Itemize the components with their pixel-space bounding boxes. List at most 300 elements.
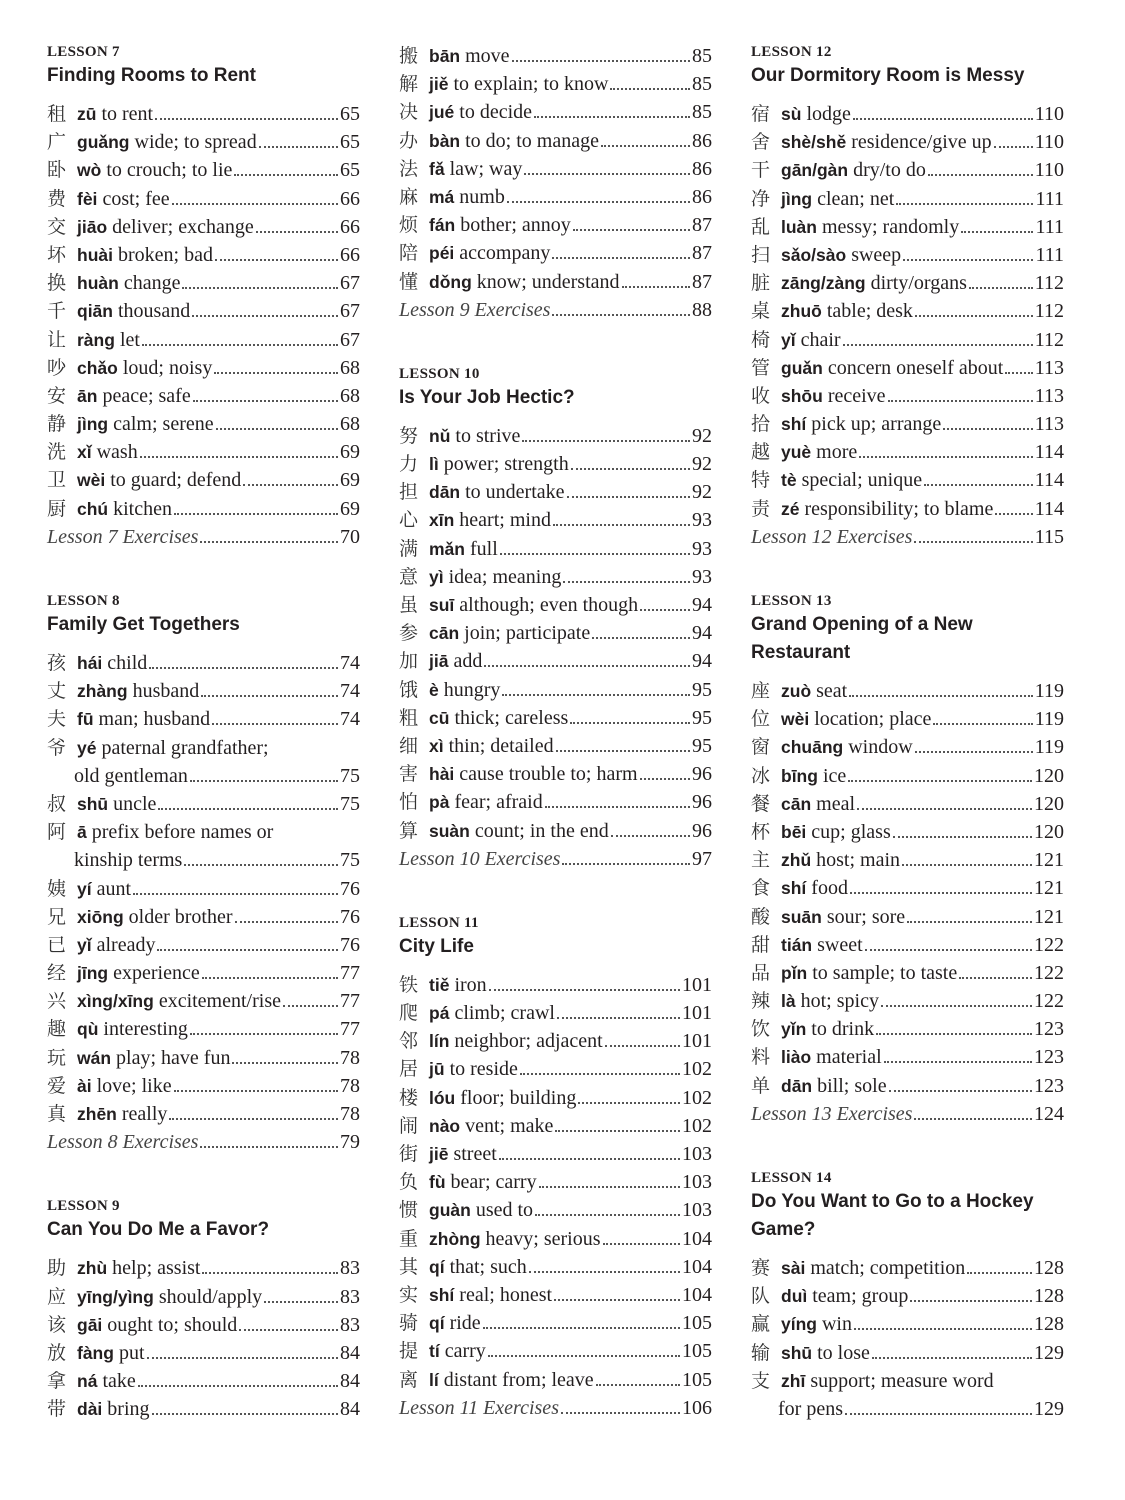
pinyin: bīng	[781, 765, 818, 786]
page-number: 78	[340, 1046, 360, 1069]
pinyin: dān	[781, 1075, 813, 1096]
page-number: 86	[692, 185, 712, 208]
index-entry	[47, 241, 360, 269]
dot-leader	[884, 1060, 1032, 1063]
index-entry	[47, 1367, 360, 1395]
lesson-number: LESSON 7	[47, 44, 120, 60]
index-entry	[751, 100, 1064, 128]
dot-leader	[933, 722, 1032, 725]
definition: should/apply	[158, 1285, 263, 1308]
lesson-section	[47, 1196, 360, 1423]
index-entry	[751, 1015, 1064, 1043]
hanzi: 麻	[399, 185, 419, 208]
definition: uncle	[113, 792, 157, 815]
hanzi: 费	[47, 187, 67, 210]
dot-leader	[640, 777, 690, 780]
definition: to reside	[449, 1058, 518, 1081]
dot-leader	[190, 779, 338, 782]
dot-leader	[914, 1117, 1032, 1120]
page-number: 96	[692, 763, 712, 786]
dot-leader	[995, 512, 1032, 515]
page-number: 87	[692, 214, 712, 237]
dot-leader	[849, 694, 1033, 697]
exercises-label: Lesson 9 Exercises	[399, 298, 551, 321]
dot-leader	[854, 1327, 1032, 1330]
hanzi: 居	[399, 1058, 419, 1081]
index-entry	[399, 676, 712, 704]
dot-leader	[994, 145, 1033, 148]
pinyin: jìng	[781, 188, 813, 209]
pinyin: tí	[429, 1341, 440, 1362]
page-number: 78	[340, 1103, 360, 1125]
pinyin: yǐn	[781, 1019, 807, 1040]
pinyin: dǒng	[429, 271, 472, 292]
pinyin: lì	[429, 454, 439, 475]
page-number: 112	[1034, 328, 1064, 351]
hanzi: 单	[751, 1074, 771, 1097]
pinyin: ài	[77, 1075, 92, 1096]
hanzi: 桌	[751, 300, 771, 323]
exercises-entry	[47, 523, 360, 551]
exercises-label: Lesson 7 Exercises	[47, 525, 199, 548]
pinyin: shè/shě	[781, 132, 847, 153]
hanzi: 厨	[47, 497, 67, 520]
hanzi: 酸	[751, 905, 771, 928]
definition: wide; to spread	[134, 131, 257, 154]
index-entry	[399, 1225, 712, 1253]
dot-leader	[500, 552, 690, 555]
pinyin: dài	[77, 1399, 103, 1420]
page-number: 102	[682, 1058, 712, 1081]
pinyin: huài	[77, 244, 113, 265]
definition: sweet	[817, 933, 863, 956]
page-number: 113	[1034, 384, 1064, 407]
hanzi: 实	[399, 1283, 419, 1306]
pinyin: sù	[781, 104, 802, 124]
definition: street	[453, 1143, 497, 1165]
pinyin: qiān	[77, 301, 113, 322]
dot-leader	[216, 427, 338, 430]
hanzi: 烦	[399, 214, 419, 237]
index-entry	[751, 438, 1064, 466]
dot-leader	[174, 512, 338, 515]
pinyin: yīng/yìng	[77, 1286, 154, 1307]
page-number: 95	[692, 734, 712, 757]
dot-leader	[915, 314, 1033, 317]
page-number: 76	[340, 933, 360, 956]
pinyin: jiē	[429, 1144, 449, 1164]
dot-leader	[507, 200, 690, 203]
definition: neighbor; adjacent	[454, 1030, 603, 1053]
definition: iron	[454, 973, 487, 996]
definition: change	[123, 272, 181, 295]
page-number: 66	[340, 187, 360, 210]
hanzi: 窗	[751, 736, 771, 759]
pinyin: shí	[781, 878, 807, 899]
index-entry	[751, 874, 1064, 902]
index-entry	[751, 931, 1064, 959]
index-entry	[751, 326, 1064, 354]
definition: to do; to manage	[465, 129, 599, 152]
hanzi: 兄	[47, 905, 67, 928]
lesson-title	[47, 1216, 360, 1244]
index-entry	[751, 790, 1064, 818]
index-entry	[399, 535, 712, 563]
index-entry	[47, 705, 360, 733]
index-entry	[751, 903, 1064, 931]
pinyin: shí	[429, 1284, 455, 1305]
pinyin: pá	[429, 1003, 450, 1024]
index-entry	[751, 241, 1064, 269]
lesson-title-line: Game?	[751, 1219, 816, 1240]
page-number: 67	[340, 272, 360, 295]
hanzi: 支	[751, 1369, 771, 1392]
page-number: 75	[340, 849, 360, 872]
definition: ought to; should	[107, 1313, 238, 1336]
index-entry	[751, 1310, 1064, 1338]
pinyin: bān	[429, 46, 461, 66]
lesson-number: LESSON 10	[399, 365, 480, 382]
definition: match; competition	[810, 1257, 966, 1279]
index-entry	[399, 1140, 712, 1168]
definition: to drink	[811, 1018, 875, 1041]
index-entry	[399, 971, 712, 999]
hanzi: 惯	[399, 1199, 419, 1222]
page-number: 93	[692, 537, 712, 560]
definition: add	[453, 650, 483, 673]
page-number: 128	[1034, 1257, 1064, 1279]
definition: play; have fun	[116, 1046, 231, 1069]
dot-leader	[553, 523, 690, 526]
page-number: 70	[340, 525, 360, 548]
index-entry	[399, 647, 712, 675]
dot-leader	[259, 145, 338, 148]
page-number: 92	[692, 481, 712, 504]
index-entry	[399, 817, 712, 845]
index-entry	[751, 1072, 1064, 1100]
hanzi: 心	[399, 509, 419, 532]
page-number: 111	[1035, 215, 1064, 238]
dot-leader	[552, 256, 690, 259]
definition: full	[469, 537, 498, 560]
pinyin: jū	[429, 1059, 445, 1080]
definition: team; group	[812, 1285, 909, 1308]
dot-leader	[202, 1271, 338, 1274]
definition: law; way	[449, 157, 523, 180]
pinyin: yíng	[781, 1314, 817, 1335]
dot-leader	[522, 439, 690, 442]
hanzi: 已	[47, 933, 67, 956]
hanzi: 卫	[47, 469, 67, 492]
hanzi: 静	[47, 413, 67, 436]
hanzi: 解	[399, 73, 419, 96]
hanzi: 街	[399, 1143, 419, 1165]
hanzi: 经	[47, 962, 67, 985]
hanzi: 拿	[47, 1370, 67, 1393]
index-entry	[751, 1367, 1064, 1395]
pinyin: liào	[781, 1047, 812, 1068]
definition: paternal grandfather;	[101, 736, 269, 759]
exercises-entry	[751, 1100, 1064, 1128]
definition: that; such	[449, 1255, 527, 1278]
pinyin: zhī	[781, 1370, 806, 1391]
pinyin: cān	[429, 623, 460, 644]
index-entry	[47, 269, 360, 297]
lesson-title	[399, 384, 712, 412]
dot-leader	[610, 87, 690, 90]
definition: to lose	[817, 1341, 870, 1364]
index-entry	[399, 760, 712, 788]
index-entry	[47, 1283, 360, 1311]
page-number: 88	[692, 298, 712, 321]
index-entry	[399, 1309, 712, 1337]
hanzi: 粗	[399, 706, 419, 729]
page-number: 76	[340, 905, 360, 928]
index-entry	[751, 733, 1064, 761]
hanzi: 饿	[399, 678, 419, 701]
index-entry	[47, 326, 360, 354]
page-number: 110	[1034, 103, 1064, 125]
page-number: 105	[682, 1312, 712, 1335]
page-number: 110	[1034, 159, 1064, 182]
index-entry	[399, 478, 712, 506]
dot-leader	[155, 117, 338, 120]
index-entry	[47, 790, 360, 818]
dot-leader	[142, 343, 338, 346]
pinyin: wèi	[77, 470, 106, 491]
dot-leader	[520, 1072, 680, 1075]
hanzi: 算	[399, 819, 419, 842]
page-number: 97	[692, 847, 712, 870]
page-number: 86	[692, 129, 712, 152]
definition: vent; make	[465, 1114, 554, 1137]
page-number: 83	[340, 1257, 360, 1280]
index-entry	[399, 591, 712, 619]
index-entry	[47, 128, 360, 156]
index-entry	[47, 1072, 360, 1100]
exercises-label: Lesson 10 Exercises	[399, 847, 561, 870]
pinyin: yé	[77, 737, 97, 758]
pinyin: qù	[77, 1019, 99, 1040]
dot-leader	[605, 1044, 680, 1047]
page-number: 111	[1035, 187, 1064, 210]
dot-leader	[928, 173, 1033, 176]
pinyin: qí	[429, 1256, 445, 1277]
page-number: 93	[692, 565, 712, 588]
definition: excitement/rise	[158, 990, 281, 1013]
definition: carry	[444, 1340, 486, 1363]
hanzi: 吵	[47, 356, 67, 379]
dot-leader	[562, 862, 690, 865]
pinyin: fàng	[77, 1342, 114, 1363]
page-number: 128	[1034, 1285, 1064, 1308]
lesson-section	[751, 591, 1064, 1128]
hanzi: 阿	[47, 821, 67, 844]
column-1	[47, 0, 360, 1464]
hanzi: 兴	[47, 990, 67, 1013]
dot-leader	[190, 1032, 338, 1035]
definition: ride	[449, 1312, 481, 1335]
definition: location; place	[814, 708, 932, 731]
definition: move	[465, 45, 510, 67]
page-number: 69	[340, 469, 360, 492]
page-number: 129	[1034, 1397, 1064, 1420]
pinyin: yí	[77, 878, 92, 899]
definition: seat	[816, 680, 848, 702]
pinyin: bàn	[429, 130, 461, 151]
page-number: 69	[340, 441, 360, 464]
exercises-label: Lesson 13 Exercises	[751, 1102, 913, 1125]
index-entry	[47, 495, 360, 523]
index-entry	[399, 211, 712, 239]
hanzi: 铁	[399, 973, 419, 996]
page-number: 92	[692, 424, 712, 447]
hanzi: 丈	[47, 680, 67, 703]
pinyin: hái	[77, 653, 103, 673]
index-entry	[751, 495, 1064, 523]
page-number: 92	[692, 453, 712, 476]
dot-leader	[555, 1129, 680, 1132]
dot-leader	[529, 1270, 680, 1273]
page-number: 121	[1034, 849, 1064, 872]
definition: responsibility; to blame	[804, 497, 994, 520]
index-entry	[399, 42, 712, 70]
hanzi: 决	[399, 101, 419, 124]
lesson-number: LESSON 8	[47, 593, 120, 609]
pinyin: chǎo	[77, 357, 118, 378]
hanzi: 爬	[399, 1002, 419, 1025]
dot-leader	[857, 807, 1032, 810]
dot-leader	[969, 286, 1033, 289]
page-number: 96	[692, 819, 712, 842]
lesson-number: LESSON 14	[751, 1170, 832, 1186]
hanzi: 真	[47, 1103, 67, 1125]
page-number: 85	[692, 73, 712, 96]
definition: distant from; leave	[443, 1368, 594, 1391]
hanzi: 脏	[751, 272, 771, 295]
definition: support; measure word	[810, 1369, 994, 1392]
page-number: 102	[682, 1114, 712, 1137]
dot-leader	[214, 371, 338, 374]
page-number: 120	[1034, 792, 1064, 815]
pinyin: shōu	[781, 385, 823, 406]
hanzi: 卧	[47, 159, 67, 182]
index-entry	[47, 100, 360, 128]
dot-leader	[571, 467, 690, 470]
definition: interesting	[103, 1018, 188, 1041]
dot-leader	[138, 1384, 338, 1387]
definition: to rent	[101, 103, 154, 125]
page-number: 66	[340, 243, 360, 266]
dot-leader	[910, 1299, 1032, 1302]
page-number: 76	[340, 877, 360, 900]
pinyin: má	[429, 186, 455, 207]
lesson-section	[751, 1168, 1064, 1423]
page-number: 101	[682, 1002, 712, 1025]
hanzi: 责	[751, 497, 771, 520]
hanzi: 法	[399, 157, 419, 180]
page-number: 103	[682, 1199, 712, 1222]
page-number: 87	[692, 242, 712, 265]
hanzi: 广	[47, 131, 67, 154]
definition: floor; building	[460, 1086, 577, 1109]
pinyin: shí	[781, 414, 807, 435]
page-number: 123	[1034, 1018, 1064, 1041]
page-number: 122	[1034, 933, 1064, 956]
pinyin: è	[429, 679, 439, 700]
pinyin: zuò	[781, 681, 812, 701]
lesson-title	[47, 62, 360, 90]
page-number: 106	[682, 1396, 712, 1419]
hanzi: 放	[47, 1341, 67, 1364]
definition: win	[821, 1313, 852, 1336]
hanzi: 邻	[399, 1030, 419, 1053]
dot-leader	[876, 1032, 1032, 1035]
hanzi: 椅	[751, 328, 771, 351]
index-entry	[47, 987, 360, 1015]
dot-leader	[235, 920, 338, 923]
hanzi: 千	[47, 300, 67, 323]
definition: hot; spicy	[800, 990, 879, 1013]
pinyin: yǐ	[781, 329, 796, 350]
hanzi: 输	[751, 1341, 771, 1364]
page-number: 112	[1034, 300, 1064, 323]
dot-leader	[158, 807, 338, 810]
index-entry	[751, 762, 1064, 790]
page-number: 103	[682, 1171, 712, 1194]
hanzi: 特	[751, 469, 771, 492]
pinyin: fù	[429, 1172, 446, 1193]
pinyin: zhuō	[781, 301, 822, 322]
index-entry	[751, 466, 1064, 494]
pinyin: gān/gàn	[781, 160, 849, 181]
lesson-section	[399, 364, 712, 873]
hanzi: 夫	[47, 708, 67, 731]
dot-leader	[914, 540, 1032, 543]
dot-leader	[149, 666, 338, 669]
hanzi: 交	[47, 215, 67, 238]
pinyin: luàn	[781, 216, 817, 237]
definition: kitchen	[113, 497, 172, 520]
hanzi: 懂	[399, 270, 419, 293]
definition: chair	[800, 328, 841, 351]
dot-leader	[512, 59, 690, 62]
pinyin: zhàng	[77, 681, 128, 702]
hanzi: 收	[751, 384, 771, 407]
index-entry	[399, 422, 712, 450]
pinyin: zāng/zàng	[781, 273, 866, 294]
dot-leader	[243, 483, 338, 486]
page-number: 74	[340, 708, 360, 731]
hanzi: 坏	[47, 243, 67, 266]
index-entry	[751, 354, 1064, 382]
page-number: 119	[1034, 708, 1064, 731]
page-number: 101	[682, 1030, 712, 1053]
dot-leader	[157, 948, 338, 951]
pinyin: sǎo/sào	[781, 244, 847, 265]
dot-leader	[140, 455, 338, 458]
definition: bill; sole	[817, 1074, 887, 1097]
hanzi: 洗	[47, 441, 67, 464]
page-number: 84	[340, 1398, 360, 1421]
dot-leader	[592, 636, 690, 639]
pinyin: jiā	[429, 651, 449, 672]
page-number: 110	[1034, 131, 1064, 154]
lesson-number: LESSON 12	[751, 44, 832, 60]
index-entry	[399, 1337, 712, 1365]
definition: experience	[113, 962, 200, 985]
pinyin: ā	[77, 822, 87, 843]
